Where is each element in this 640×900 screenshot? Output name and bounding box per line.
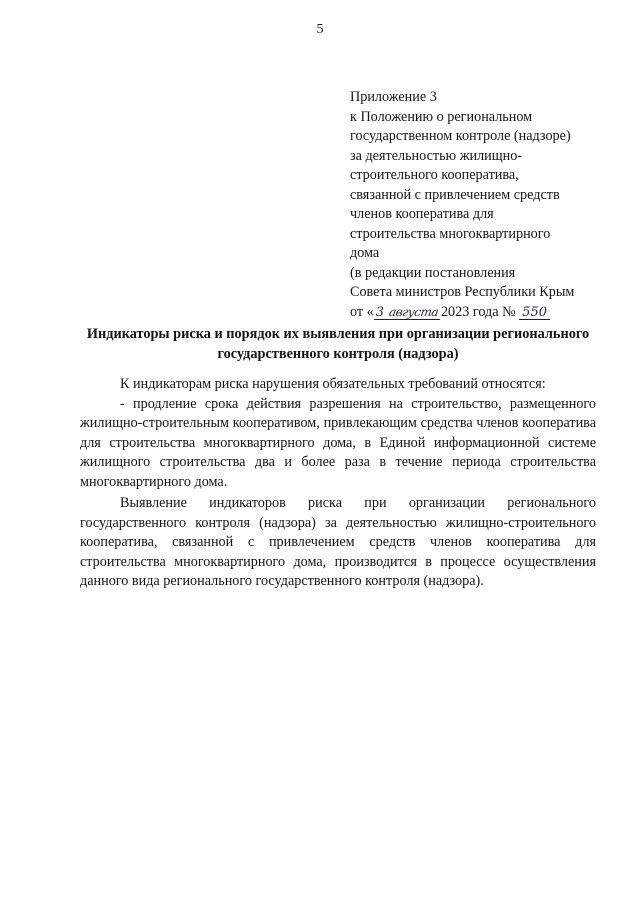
appendix-line: строительства многоквартирного: [350, 225, 551, 242]
appendix-line: к Положению о региональном: [350, 108, 533, 125]
appendix-line: строительного кооператива,: [350, 167, 519, 183]
handwritten-number: 550: [519, 306, 550, 320]
date-middle: 2023 года №: [440, 303, 516, 320]
indicators-paragraph: [80, 375, 596, 492]
appendix-line: (в редакции постановления: [350, 264, 516, 281]
appendix-line: Совета министров Республики Крым: [350, 284, 575, 300]
handwritten-month: августа: [385, 306, 442, 320]
indicators-intro: К индикаторам риска нарушения обязательных требований относятся:: [120, 376, 546, 392]
date-line: [350, 303, 610, 323]
detection-text: Выявление индикаторов риска при организации регионального государственного контроля (надзора) за деятельностью жилищно-строительного кооператива, связанной с привлечением средств членов кооператива для строительства многоквартирного дома, производится в процессе осуществления данного вида регионального государственного контроля (надзора).: [80, 495, 596, 589]
date-prefix: от «: [350, 303, 374, 320]
appendix-line: за деятельностью жилищно-: [350, 147, 523, 164]
appendix-line: дома: [350, 245, 380, 261]
appendix-line: связанной с привлечением средств: [350, 186, 560, 203]
indicator-item: - продление срока действия разрешения на строительство, размещенного жилищно-строительным кооперативом, привлекающим средства членов кооператива для строительства многоквартирного дома, в Единой информационной системе жилищного строительства два и более раза в течение периода строительства многоквартирного дома.: [80, 395, 596, 490]
appendix-header: [350, 88, 610, 322]
handwritten-day: 3: [375, 304, 385, 320]
appendix-line: государственном контроле (надзоре): [350, 128, 571, 144]
page-number: 5: [316, 22, 324, 37]
document-title: Индикаторы риска и порядок их выявления при организации регионального государственного контроля (надзора): [86, 326, 590, 362]
appendix-line: Приложение 3: [350, 89, 437, 105]
detection-paragraph: [80, 494, 596, 592]
appendix-line: членов кооператива для: [350, 206, 494, 222]
